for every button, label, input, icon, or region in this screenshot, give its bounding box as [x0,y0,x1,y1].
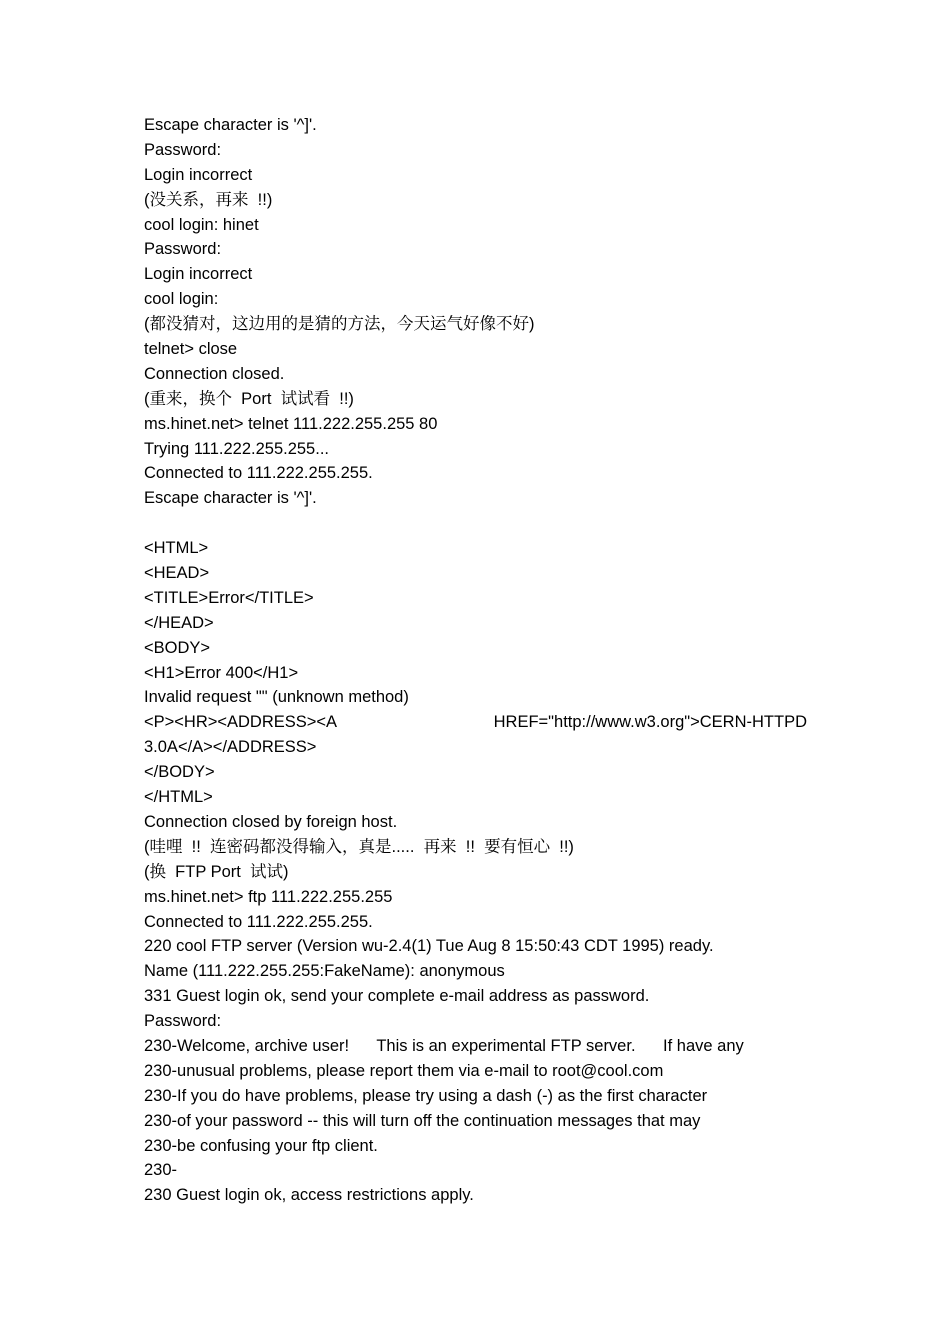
justified-line-right: HREF="http://www.w3.org">CERN-HTTPD [493,713,807,732]
text-line: 230 Guest login ok, access restrictions apply. [144,1186,474,1205]
text-line: 331 Guest login ok, send your complete e-mail address as password. [144,987,650,1006]
text-line: Connection closed. [144,364,285,383]
text-line: 230-Welcome, archive user! This is an experimental FTP server. If have any [144,1036,744,1055]
text-line: <H1>Error 400</H1> [144,663,299,682]
text-line: 230-be confusing your ftp client. [144,1136,378,1155]
text-line: Escape character is '^]'. [144,116,317,134]
text-line: </HTML> [144,788,213,807]
document-page [144,113,824,1208]
text-line: 230-of your password -- this will turn off the continuation messages that may [144,1111,701,1130]
text-line: Connection closed by foreign host. [144,812,398,831]
text-line: Password: [144,1012,222,1031]
text-line: Escape character is '^]'. [144,489,317,508]
text-line: cool login: [144,290,219,309]
text-line: ms.hinet.net> telnet 111.222.255.255 80 [144,414,438,433]
text-line: Name (111.222.255.255:FakeName): anonymous [144,962,505,981]
text-line: 230-unusual problems, please report them via e-mail to root@cool.com [144,1061,664,1080]
text-line: (没关系，再来 !!) [144,190,273,209]
text-line: 3.0A</A></ADDRESS> [144,738,317,757]
text-line: Password: [144,140,222,159]
text-line: </HEAD> [144,613,214,632]
text-line: <HEAD> [144,564,210,583]
text-line: 220 cool FTP server (Version wu-2.4(1) Tue Aug 8 15:50:43 CDT 1995) ready. [144,937,714,956]
text-line: Connected to 111.222.255.255. [144,912,373,931]
text-line: cool login: hinet [144,215,259,234]
text-line: Login incorrect [144,265,253,284]
justified-line [144,710,807,735]
text-line: </BODY> [144,763,215,782]
text-line: Login incorrect [144,165,253,184]
text-line: ms.hinet.net> ftp 111.222.255.255 [144,887,393,906]
text-line: Invalid request "" (unknown method) [144,688,409,707]
justified-line-left: <P><HR><ADDRESS><A [144,713,338,732]
text-line: Password: [144,240,222,259]
text-line: 230- [144,1161,178,1180]
text-line: <HTML> [144,539,209,558]
text-line: Connected to 111.222.255.255. [144,464,373,483]
text-line: Trying 111.222.255.255... [144,439,329,458]
text-line: (重来，换个 Port 试试看 !!) [144,389,354,408]
text-line: (都没猜对，这边用的是猜的方法，今天运气好像不好) [144,315,535,334]
text-line: 230-If you do have problems, please try using a dash (-) as the first character [144,1086,708,1105]
blank-line [144,511,824,536]
text-line: (换 FTP Port 试试) [144,862,289,881]
text-line: (哇哩 !! 连密码都没得输入，真是..... 再来 !! 要有恒心 !!) [144,837,574,856]
text-line: telnet> close [144,340,238,359]
text-line: <TITLE>Error</TITLE> [144,588,314,607]
text-line: <BODY> [144,638,211,657]
